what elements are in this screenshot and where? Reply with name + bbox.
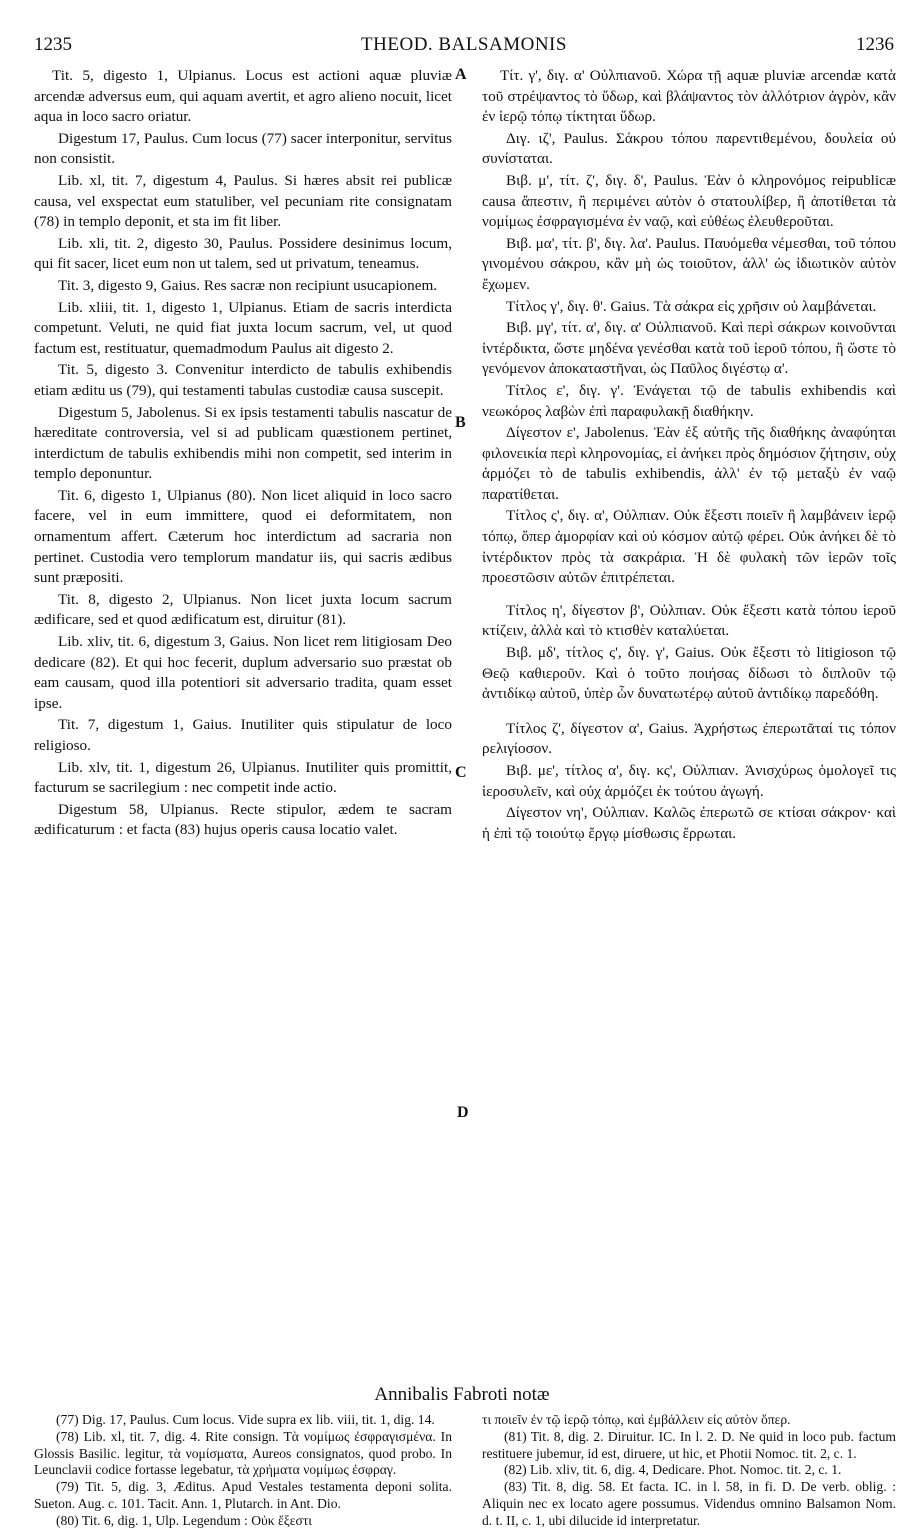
- section-marker-b: B: [455, 414, 466, 431]
- greek-paragraph: Βιβ. μ', τίτ. ζ', διγ. δ', Paulus. Ἐὰν ὁ κληρονόμος reipublicæ causa ἄπεστιν, ἢ περιμένει αὐτὸν ὁ στατουλίβερ, ἢ ἀποτίθεται τὰ νομίμως ἐσφραγισμένα ἐν ναῷ, καὶ εὐθέως ἐλευθεροῦται.: [482, 171, 896, 231]
- page-header: [34, 34, 894, 60]
- latin-paragraph: Digestum 17, Paulus. Cum locus (77) sacer interponitur, servitus non consistit.: [34, 129, 452, 168]
- running-title: THEOD. BALSAMONIS: [361, 34, 567, 55]
- footnote: (81) Tit. 8, dig. 2. Diruitur. IC. In l. 2. D. Ne quid in loco pub. factum restituere jubemur, id est, diruere, ut hic, et Photii Nomoc. tit. 2, c. 1.: [482, 1428, 896, 1461]
- greek-paragraph: Τίτλος η', δίγεστον β', Οὐλπιαν. Οὐκ ἔξεστι κατὰ τόπου ἱεροῦ κτίζειν, ἀλλὰ καὶ τὸ κτισθὲν καταλύεται.: [482, 601, 896, 640]
- greek-paragraph: Βιβ. μγ', τίτ. α', διγ. α' Οὐλπιανοῦ. Καὶ περὶ σάκρων κοινοῦνται ἰντέρδικτα, ὥστε μηδένα γενέσθαι κατὰ τοῦ ἱεροῦ τόπου, ἢ ὥστε τὸ γενόμενον ἀποκαταστῆναι, ὡς Παῦλος διγέστῳ α'.: [482, 319, 896, 378]
- page-number-left: 1235: [34, 34, 72, 55]
- greek-paragraph: Διγ. ιζ', Paulus. Σάκρου τόπου παρεντιθεμένου, δουλεία οὐ συνίσταται.: [482, 129, 896, 168]
- notes-right-column: [482, 1412, 896, 1530]
- greek-paragraph: Τίτλος ς', διγ. α', Οὐλπιαν. Οὐκ ἔξεστι ποιεῖν ἢ λαμβάνειν ἱερῷ τόπῳ, ὅπερ ἀμορφίαν καὶ οὐ κόσμον αὐτῷ φέρει. Οὐκ ἀνήκει δὲ τὸ ἰντέρδικτον πρὸς τὰ σακράρια. Ἡ δὲ φυλακὴ τῶν ἱερῶν τοῖς προεστῶσιν αὐτῶν ἐπιτρέπεται.: [482, 507, 896, 587]
- section-marker-d: D: [457, 1104, 469, 1121]
- footnote: (83) Tit. 8, dig. 58. Et facta. IC. in l. 58, in fi. D. De verb. oblig. : Aliquin nec ex locato agere possumus. Videndus omnino Balsamon Nom. d. t. II, c. 1, ubi dilucide id interpretatur.: [482, 1479, 896, 1528]
- greek-paragraph: Τίτλος ζ', δίγεστον α', Gaius. Ἀχρήστως ἐπερωτᾶταί τις τόπον ρελιγίοσον.: [482, 719, 896, 758]
- section-marker-a: A: [455, 66, 467, 83]
- latin-paragraph: Lib. xl, tit. 7, digestum 4, Paulus. Si hæres absit rei publicæ causa, vel exspectat eum statuliber, vel pecuniam rite consignatam (78) in templo deponit, et sta im fit liber.: [34, 171, 452, 231]
- latin-paragraph: Lib. xli, tit. 2, digesto 30, Paulus. Possidere desinimus locum, qui fit sacer, licet eum non ut talem, sed ut privatum, teneamus.: [34, 234, 452, 273]
- footnote: (82) Lib. xliv, tit. 6, dig. 4, Dedicare. Phot. Nomoc. tit. 2, c. 1.: [504, 1462, 842, 1478]
- page-number-right: 1236: [856, 34, 894, 55]
- notes-left-column: [34, 1412, 452, 1530]
- greek-paragraph: Βιβ. μδ', τίτλος ς', διγ. γ', Gaius. Οὐκ ἔξεστι τὸ litigioson τῷ Θεῷ καθιεροῦν. Καὶ ὁ τοῦτο ποιήσας δίδωσι τὸ διπλοῦν τῷ ἀντιδίκῳ αὐτοῦ, ὑπὲρ ὧν δυνατωτέρῳ αὐτοῦ ἀντιδίκῳ παρεδόθη.: [482, 644, 896, 703]
- greek-paragraph: Τίτλος ε', διγ. γ'. Ἐνάγεται τῷ de tabulis exhibendis καὶ νεωκόρος λαβὼν ἐπὶ παραφυλακῇ διαθήκην.: [482, 381, 896, 420]
- latin-paragraph: Lib. xlv, tit. 1, digestum 26, Ulpianus. Inutiliter quis promittit, facturum se sacrilegium : nec competit inde actio.: [34, 758, 452, 797]
- latin-paragraph: Tit. 7, digestum 1, Gaius. Inutiliter quis stipulatur de loco religioso.: [34, 716, 452, 754]
- greek-paragraph: Βιβ. με', τίτλος α', διγ. κς', Οὐλπιαν. Ἀνισχύρως ὁμολογεῖ τις ἱεροσυλεῖν, καὶ οὐχ ἁρμόζει ἐκ τούτου ἀγωγή.: [482, 762, 896, 800]
- section-marker-c: C: [455, 764, 467, 781]
- latin-paragraph: Digestum 58, Ulpianus. Recte stipulor, ædem te sacram ædificaturum : et facta (83) hujus operis causa locatio valet.: [34, 800, 452, 839]
- footnote: (78) Lib. xl, tit. 7, dig. 4. Rite consign. Τὰ νομίμως ἐσφραγισμένα. In Glossis Basilic. legitur, τὰ νομίσματα, Aureos consignatos, quod probo. In Leunclavii codice fortasse legebatur, τὰ χρήματα νομίμως ἐσφραγ.: [34, 1428, 452, 1478]
- latin-column: [34, 66, 452, 842]
- footnote-continuation: τι ποιεῖν ἐν τῷ ἱερῷ τόπῳ, καὶ ἐμβάλλειν εἰς αὐτὸν ὅπερ.: [482, 1412, 791, 1427]
- greek-column: [482, 66, 896, 845]
- greek-paragraph: Τίτλος γ', διγ. θ'. Gaius. Τὰ σάκρα εἰς χρῆσιν οὐ λαμβάνεται.: [506, 297, 877, 315]
- notes-heading: Annibalis Fabroti notæ: [374, 1384, 550, 1405]
- latin-paragraph: Tit. 6, digesto 1, Ulpianus (80). Non licet aliquid in loco sacro facere, vel in eum immittere, quod ei deformitatem, non ornamentum affert. Cæterum hoc interdictum ad sacraria non pertinet. Custodia vero templorum mandatur iis, qui sacris ædibus sunt præpositi.: [34, 486, 452, 587]
- latin-paragraph: Digestum 5, Jabolenus. Si ex ipsis testamenti tabulis nascatur de hæreditate controversia, vel si ad publicam quæstionem pertinet, interdictum de tabulis exhibendis mihi non competit, sed interim in templo deponuntur.: [34, 403, 452, 483]
- greek-paragraph: Δίγεστον νη', Οὐλπιαν. Καλῶς ἐπερωτῶ σε κτίσαι σάκρον· καὶ ἡ ἐπὶ τῷ τοιούτῳ ἔργῳ μίσθωσις ἔρρωται.: [482, 804, 896, 842]
- latin-paragraph: Tit. 5, digesto 3. Convenitur interdicto de tabulis exhibendis etiam æditu us (79), qui testamenti tabulas custodiæ causa suscepit.: [34, 361, 452, 399]
- latin-paragraph: Tit. 3, digesto 9, Gaius. Res sacræ non recipiunt usucapionem.: [58, 276, 438, 294]
- latin-paragraph: Lib. xliii, tit. 1, digesto 1, Ulpianus. Etiam de sacris interdicta competunt. Veluti, ne quid fiat juxta locum sacrum, vel, ut quod factum est, restituatur, quemadmodum Paulus ait digesto 2.: [34, 298, 452, 357]
- latin-paragraph: Tit. 5, digesto 1, Ulpianus. Locus est actioni aquæ pluviæ arcendæ adversus eum, qui aquam avertit, et agro alieno nocuit, licet aqua in loco sacro oriatur.: [34, 67, 452, 126]
- greek-paragraph: Δίγεστον ε', Jabolenus. Ἐὰν ἐξ αὐτῆς τῆς διαθήκης ἀναφύηται φιλονεικία περὶ κληρονομίας, εἰ ἀνήκει πρὸς δημόσιον ζήτησιν, οὐχ ἁρμόζει τὸ de tabulis exhibendis, ἀλλ' ἐν τῷ μεταξὺ ἐν ναῷ παρατίθεται.: [482, 424, 896, 503]
- footnote: (77) Dig. 17, Paulus. Cum locus. Vide supra ex lib. viii, tit. 1, dig. 14.: [56, 1412, 435, 1427]
- greek-paragraph: Βιβ. μα', τίτ. β', διγ. λα'. Paulus. Παυόμεθα νέμεσθαι, τοῦ τόπου γινομένου σάκρου, κἂν μὴ ὡς τοιοῦτον, ἀλλ' ὡς ἰδιωτικὸν αὐτὸν ἔχωμεν.: [482, 234, 896, 293]
- latin-paragraph: Lib. xliv, tit. 6, digestum 3, Gaius. Non licet rem litigiosam Deo dedicare (82). Et qui hoc fecerit, duplum adversario suo præstat ob eam causam, quod illa potentiori sit adversario tradita, quam esset ipse.: [34, 633, 452, 712]
- greek-paragraph: Τίτ. γ', διγ. α' Οὐλπιανοῦ. Χώρα τῇ aquæ pluviæ arcendæ κατὰ τοῦ στρέψαντος τὸ ὕδωρ, καὶ βλάψαντος τὸν ἀλλότριον ἀγρὸν, κἂν ἐν ἱερῷ τόπῳ τίκτηται ὕδωρ.: [482, 67, 896, 126]
- footnote: (80) Tit. 6, dig. 1, Ulp. Legendum : Οὐκ ἔξεστι: [56, 1512, 312, 1528]
- footnote: (79) Tit. 5, dig. 3, Æditus. Apud Vestales testamenta deponi solita. Sueton. Aug. c. 101. Tacit. Ann. 1, Plutarch. in Ant. Dio.: [34, 1479, 452, 1511]
- latin-paragraph: Tit. 8, digesto 2, Ulpianus. Non licet juxta locum sacrum ædificare, sed et quod ædificatum est, diruitur (81).: [34, 590, 452, 629]
